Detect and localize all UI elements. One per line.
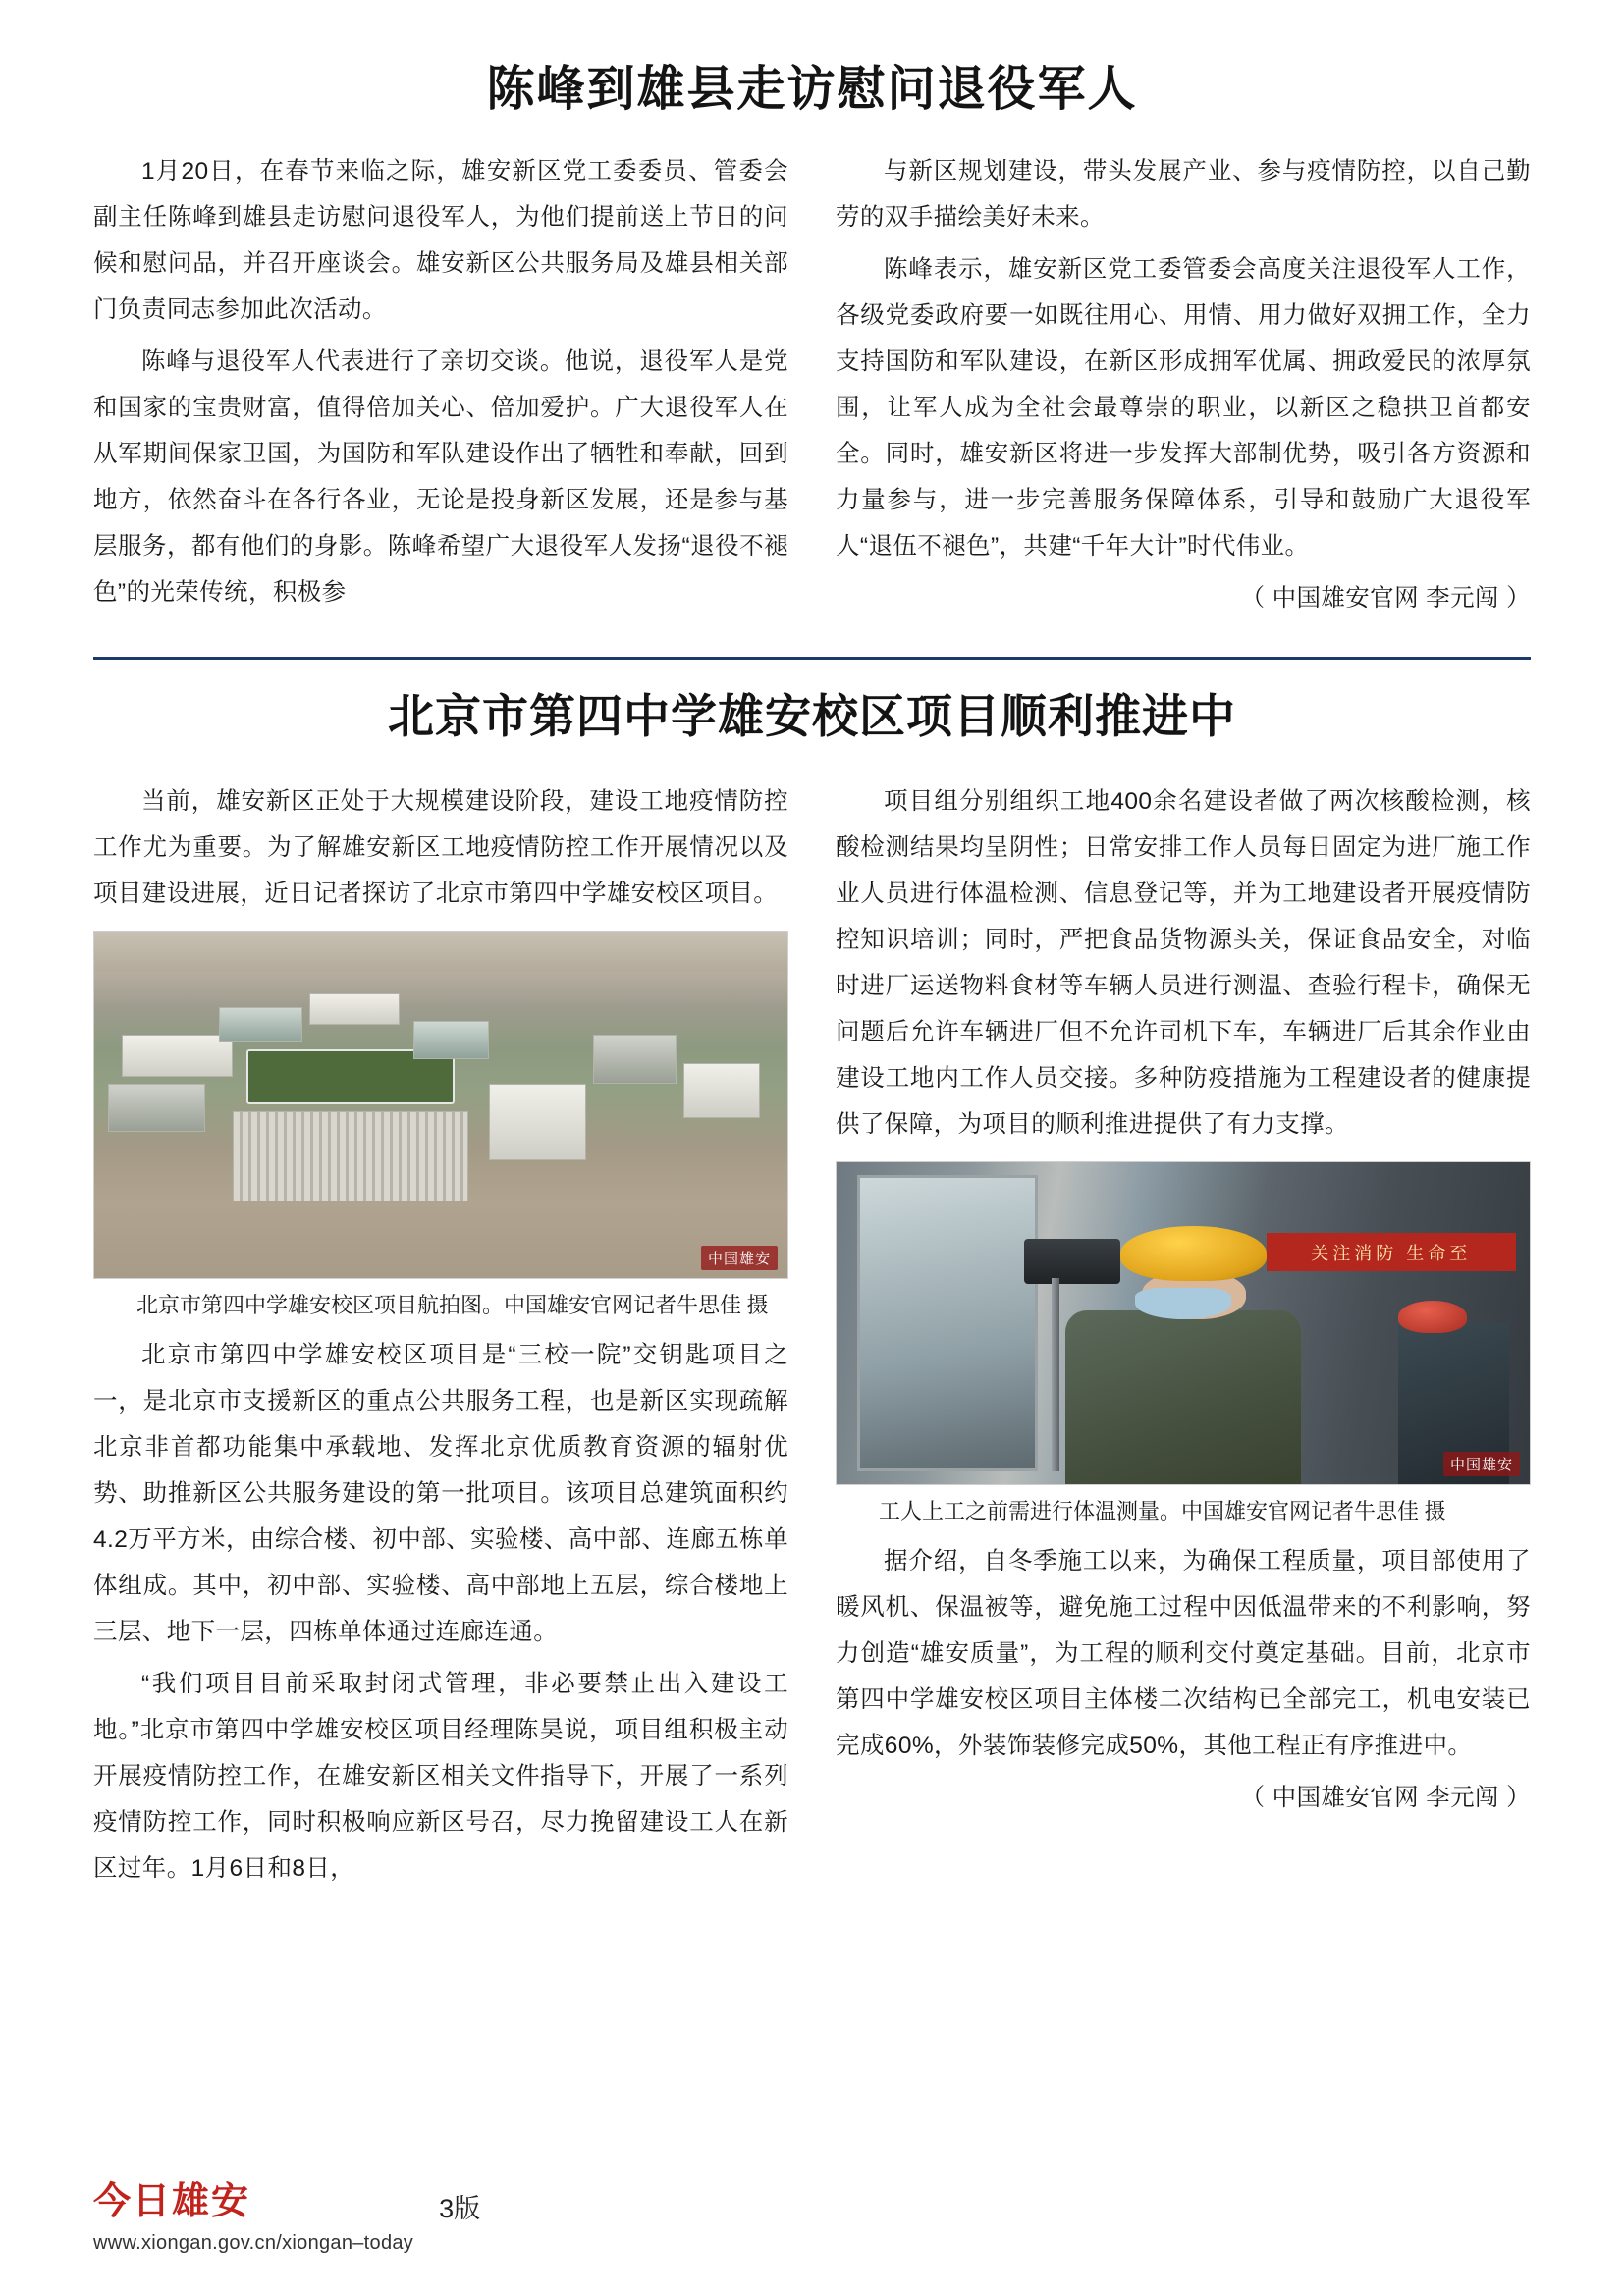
article1-paragraph: 陈峰表示，雄安新区党工委管委会高度关注退役军人工作，各级党委政府要一如既往用心、用情、用力做好双拥工作，全力支持国防和军队建设，在新区形成拥军优属、拥政爱民的浓厚氛围，让军人成为全社会最尊崇的职业，以新区之稳拱卫首都安全。同时，雄安新区将进一步发挥大部制优势，吸引各方资源和力量参与，进一步完善服务保障体系，引导和鼓励广大退役军人“退伍不褪色”，共建“千年大计”时代伟业。 (836, 255, 1531, 561)
article1-paragraph: 陈峰与退役军人代表进行了亲切交谈。他说，退役军人是党和国家的宝贵财富，值得倍加关心、倍加爱护。广大退役军人在从军期间保家卫国，为国防和军队建设作出了牺牲和奉献，回到地方，依然奋斗在各行各业，无论是投身新区发展，还是参与基层服务，都有他们的身影。陈峰希望广大退役军人发扬“退役不褪色”的光荣传统，积极参 (93, 347, 788, 607)
article2-byline: （ 中国雄安官网 李元闯 ） (1240, 1785, 1531, 1811)
worker-temperature-photo (836, 1161, 1531, 1485)
photo-yellow-helmet (1120, 1226, 1266, 1281)
publication-logo (93, 2183, 413, 2255)
photo-building (683, 1063, 760, 1118)
page-number: 3版 (439, 2194, 481, 2224)
page-footer (93, 2183, 480, 2255)
article1-left-column (93, 148, 788, 627)
photo-watermark: 中国雄安 (701, 1246, 778, 1270)
article2-title: 北京市第四中学雄安校区项目顺利推进中 (388, 690, 1236, 743)
aerial-photo (93, 931, 788, 1279)
footer-url: www.xiongan.gov.cn/xiongan–today (93, 2232, 414, 2254)
photo-building (489, 1084, 586, 1160)
photo-building (413, 1021, 490, 1059)
photo-device-stand (1052, 1278, 1059, 1471)
worker-photo-caption: 工人上工之前需进行体温测量。中国雄安官网记者牛思佳 摄 (879, 1498, 1446, 1523)
photo-building (309, 993, 400, 1025)
photo-building-under-construction (233, 1111, 468, 1201)
article2-paragraph: 当前，雄安新区正处于大规模建设阶段，建设工地疫情防控工作尤为重要。为了解雄安新区工地疫情防控工作开展情况以及项目建设进展，近日记者探访了北京市第四中学雄安校区项目。 (93, 787, 788, 907)
article2-paragraph: 据介绍，自冬季施工以来，为确保工程质量，项目部使用了暖风机、保温被等，避免施工过程中因低温带来的不利影响，努力创造“雄安质量”，为工程的顺利交付奠定基础。目前，北京市第四中学雄安校区项目主体楼二次结构已全部完工，机电安装已完成60%，外装饰装修完成50%，其他工程正有序推进中。 (836, 1547, 1531, 1759)
photo-sky (94, 932, 787, 971)
article1-byline: （ 中国雄安官网 李元闯 ） (1240, 585, 1531, 613)
article1-title: 陈峰到雄县走访慰问退役军人 (486, 63, 1138, 116)
section-divider (93, 657, 1531, 660)
article2-paragraph: “我们项目目前采取封闭式管理，非必要禁止出入建设工地。”北京市第四中学雄安校区项目经理陈昊说，项目组积极主动开展疫情防控工作，在雄安新区相关文件指导下，开展了一系列疫情防控工作，同时积极响应新区号召，尽力挽留建设工人在新区过年。1月6日和8日， (93, 1670, 788, 1883)
article2-paragraph: 项目组分别组织工地400余名建设者做了两次核酸检测，核酸检测结果均呈阴性；日常安排工作人员每日固定为进厂施工作业人员进行体温检测、信息登记等，并为工地建设者开展疫情防控知识培训；同时，严把食品货物源头关，保证食品安全，对临时进厂运送物料食材等车辆人员进行测温、查验行程卡，确保无问题后允许车辆进厂但不允许司机下车，车辆进厂后其余作业由建设工地内工作人员交接。多种防疫措施为工程建设者的健康提供了保障，为项目的顺利推进提供了有力支撑。 (836, 787, 1531, 1138)
logo-text: 今日雄安 (93, 2181, 251, 2223)
photo-glass-door (857, 1175, 1038, 1471)
photo-watermark: 中国雄安 (1443, 1452, 1520, 1476)
aerial-photo-caption: 北京市第四中学雄安校区项目航拍图。中国雄安官网记者牛思佳 摄 (136, 1292, 769, 1317)
article1-right-column (836, 148, 1531, 627)
photo-building (108, 1084, 205, 1132)
photo-safety-banner: 关注消防 生命至 (1267, 1233, 1516, 1271)
article2-left-column (93, 778, 788, 1898)
photo-building (122, 1035, 233, 1076)
photo-thermometer-device (1024, 1239, 1121, 1284)
article2-columns (93, 778, 1531, 1898)
photo-worker-body (1065, 1310, 1301, 1484)
article1-columns (93, 148, 1531, 627)
article2-right-column (836, 778, 1531, 1898)
photo-building (593, 1035, 677, 1083)
article2-paragraph: 北京市第四中学雄安校区项目是“三校一院”交钥匙项目之一，是北京市支援新区的重点公共服务工程，也是新区实现疏解北京非首都功能集中承载地、发挥北京优质教育资源的辐射优势、助推新区公共服务建设的第一批项目。该项目总建筑面积约4.2万平方米，由综合楼、初中部、实验楼、高中部、连廊五栋单体组成。其中，初中部、实验楼、高中部地上五层，综合楼地上三层、地下一层，四栋单体通过连廊连通。 (93, 1341, 788, 1645)
photo-building (219, 1007, 302, 1041)
photo-red-helmet (1398, 1301, 1468, 1333)
article1-paragraph: 与新区规划建设，带头发展产业、参与疫情防控，以自己勤劳的双手描绘美好未来。 (836, 157, 1531, 231)
article1-paragraph: 1月20日，在春节来临之际，雄安新区党工委委员、管委会副主任陈峰到雄县走访慰问退役军人，为他们提前送上节日的问候和慰问品，并召开座谈会。雄安新区公共服务局及雄县相关部门负责同志参加此次活动。 (93, 157, 788, 323)
